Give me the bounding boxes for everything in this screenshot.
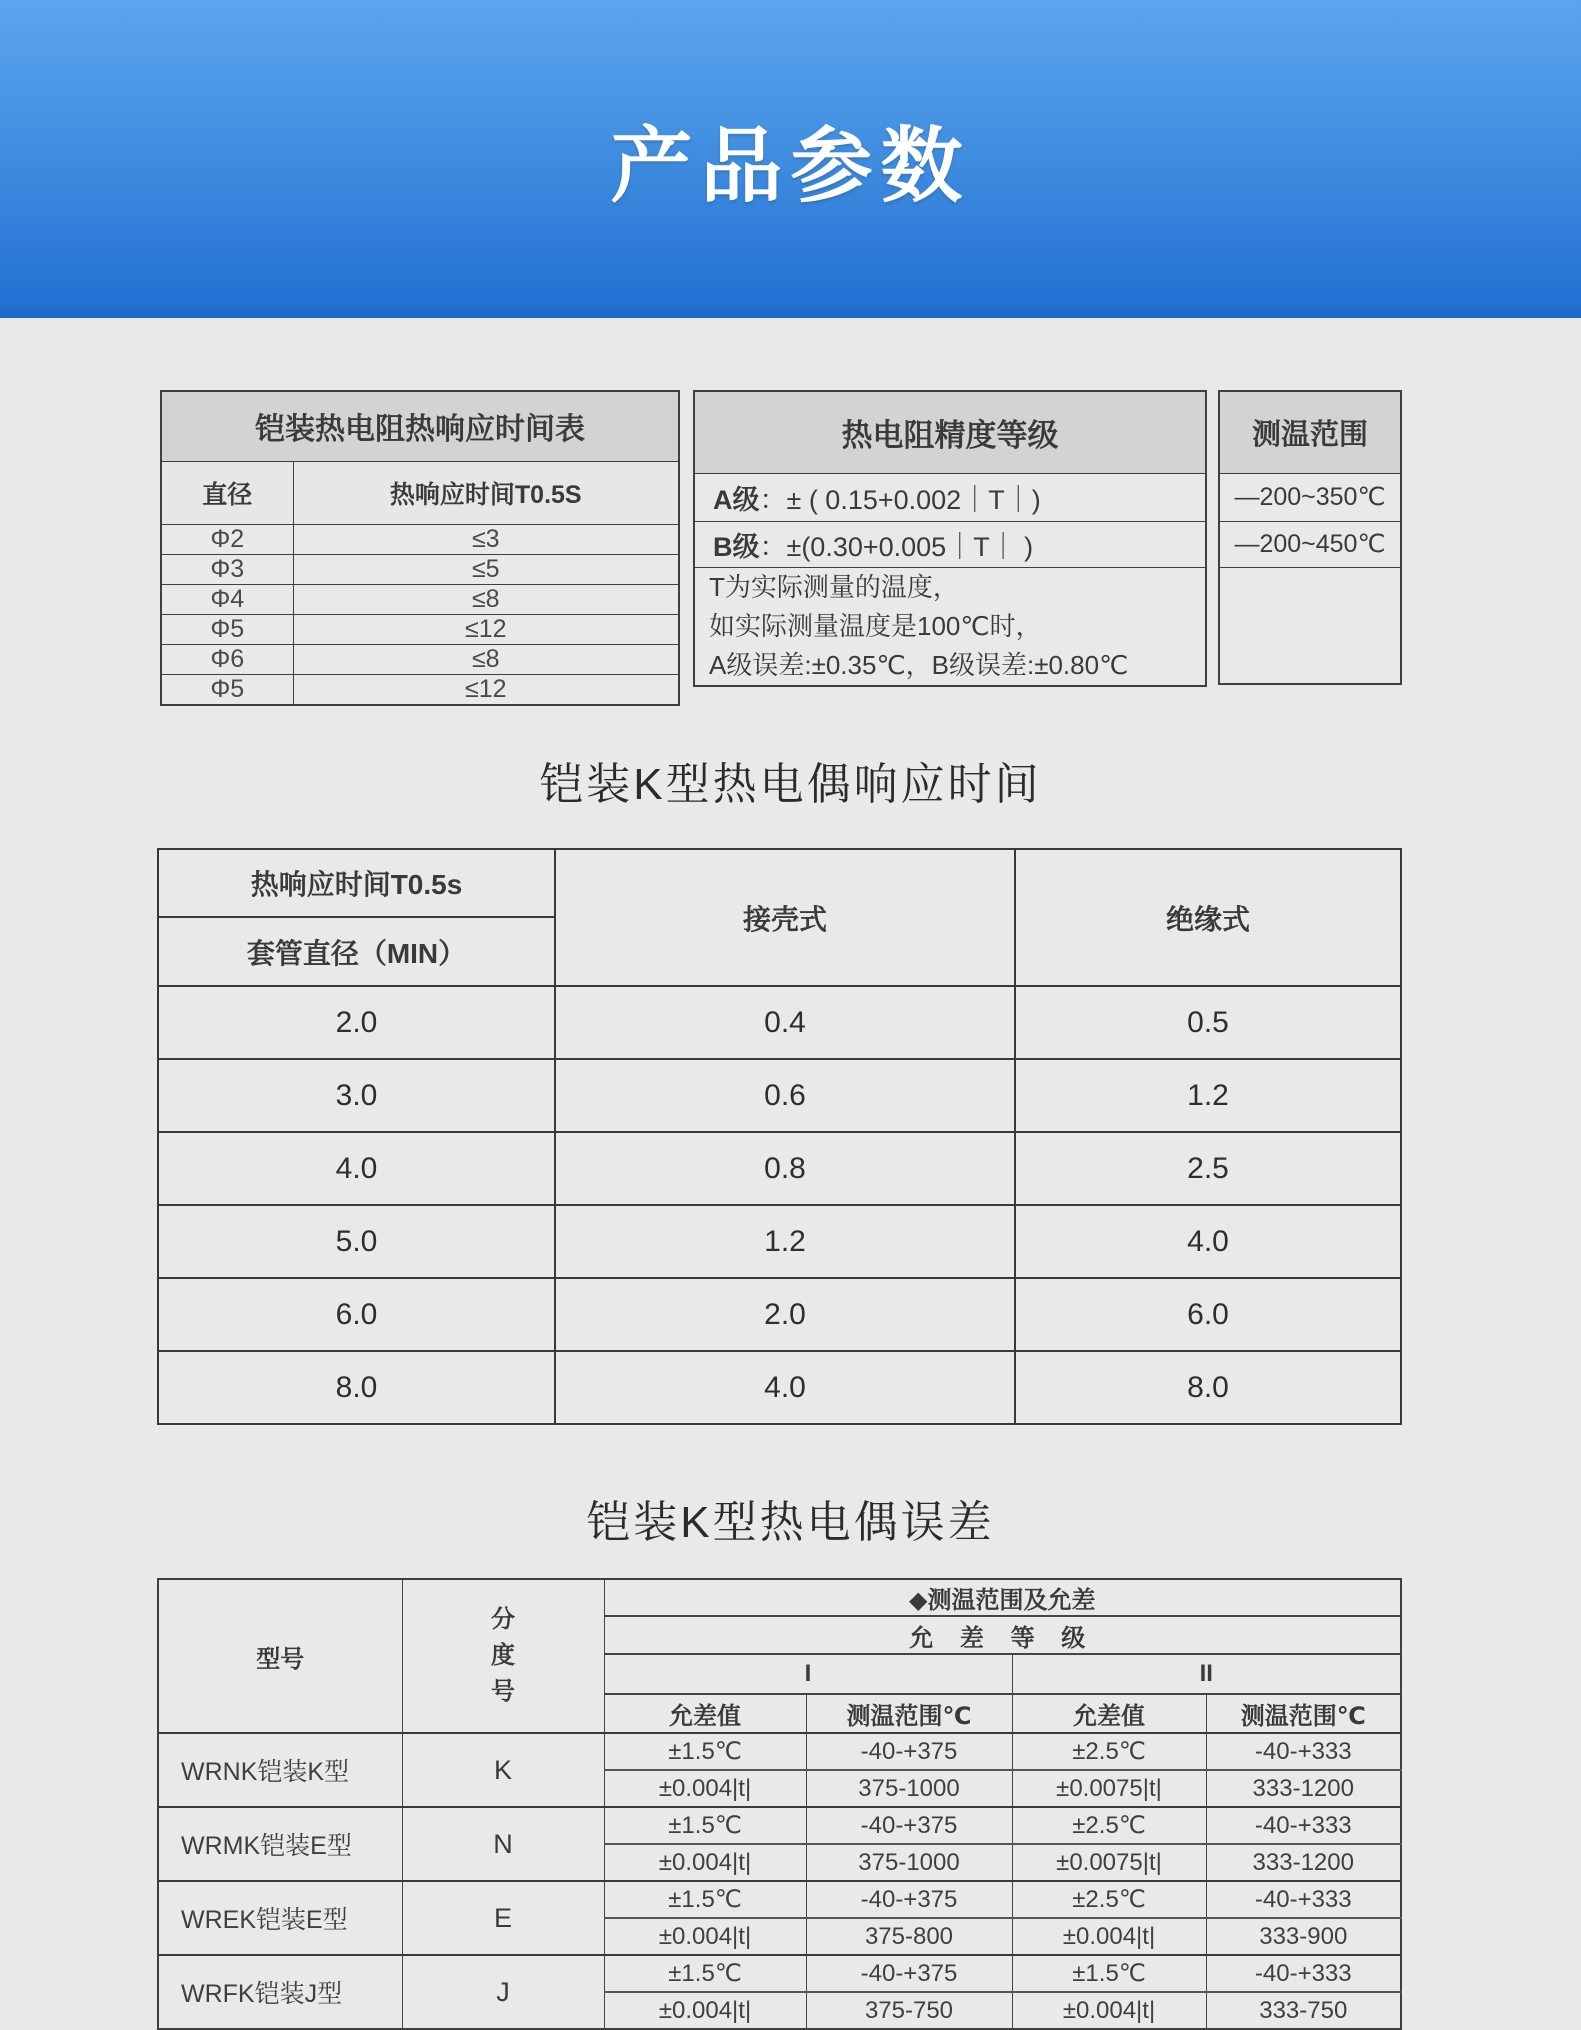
table-row xyxy=(158,1205,1401,1278)
page-banner xyxy=(0,0,1581,318)
cell: -40-+333 xyxy=(1206,1733,1401,1770)
header-graduation xyxy=(402,1579,604,1733)
grade-b-label: B级 xyxy=(713,531,760,562)
cell: 3.0 xyxy=(158,1059,555,1132)
cell: ±2.5℃ xyxy=(1012,1881,1206,1918)
table-row xyxy=(1219,521,1401,567)
note-line: 如实际测量温度是100℃时， xyxy=(709,610,1042,641)
cell: 375-1000 xyxy=(806,1770,1012,1807)
cell: Φ3 xyxy=(161,554,293,584)
table-row xyxy=(161,614,679,644)
rtd-table-title: 铠装热电阻热响应时间表 xyxy=(161,391,679,461)
k-response-table xyxy=(157,848,1402,1425)
range-value: —200~450℃ xyxy=(1219,521,1401,567)
cell: 375-1000 xyxy=(806,1844,1012,1881)
code-cell: E xyxy=(402,1881,604,1955)
cell: ±0.004|t| xyxy=(1012,1992,1206,2029)
header-tolerance-value: 允差值 xyxy=(604,1694,806,1733)
table-row xyxy=(1219,473,1401,521)
cell: ±0.004|t| xyxy=(604,1992,806,2029)
note-line: A级误差:±0.35℃，B级误差:±0.80℃ xyxy=(709,649,1129,680)
cell: 6.0 xyxy=(1015,1278,1401,1351)
code-cell: K xyxy=(402,1733,604,1807)
cell: 8.0 xyxy=(1015,1351,1401,1424)
table-row xyxy=(161,584,679,614)
model-cell: WRFK铠装J型 xyxy=(158,1955,402,2029)
header-range-and-tolerance: ◆测温范围及允差 xyxy=(604,1579,1401,1616)
accuracy-grade-table xyxy=(693,390,1207,687)
header-tolerance-value: 允差值 xyxy=(1012,1694,1206,1733)
table-row xyxy=(161,554,679,584)
cell: ≤5 xyxy=(293,554,679,584)
cell: ±1.5℃ xyxy=(1012,1955,1206,1992)
table-row xyxy=(694,521,1206,567)
temp-range-table xyxy=(1218,390,1402,685)
page-title: 产品参数 xyxy=(610,120,971,212)
cell: 375-750 xyxy=(806,1992,1012,2029)
cell: ±2.5℃ xyxy=(1012,1807,1206,1844)
cell: -40-+375 xyxy=(806,1807,1012,1844)
table-row xyxy=(694,473,1206,521)
model-cell: WRNK铠装K型 xyxy=(158,1733,402,1807)
cell: ≤3 xyxy=(293,524,679,554)
cell: -40-+375 xyxy=(806,1955,1012,1992)
note-line: T为实际测量的温度， xyxy=(709,571,959,602)
cell: ±1.5℃ xyxy=(604,1955,806,1992)
model-cell: WREK铠装E型 xyxy=(158,1881,402,1955)
cell: 2.0 xyxy=(158,986,555,1059)
header-sheath-diameter: 套管直径（MIN） xyxy=(158,917,555,986)
cell: 333-1200 xyxy=(1206,1770,1401,1807)
cell: ≤8 xyxy=(293,644,679,674)
table-row xyxy=(158,1733,1401,1770)
cell: 8.0 xyxy=(158,1351,555,1424)
table-row xyxy=(158,1132,1401,1205)
cell: -40-+375 xyxy=(806,1733,1012,1770)
header-tolerance-grade: 允 差 等 级 xyxy=(604,1616,1401,1654)
section-title-k-error: 铠装K型热电偶误差 xyxy=(586,1498,995,1547)
table-row xyxy=(1219,567,1401,684)
cell: ±1.5℃ xyxy=(604,1881,806,1918)
header-shell-type: 接壳式 xyxy=(555,849,1015,986)
table-row xyxy=(158,1881,1401,1918)
cell: ±0.004|t| xyxy=(1012,1918,1206,1955)
cell: 333-1200 xyxy=(1206,1844,1401,1881)
header-class-1: I xyxy=(604,1654,1012,1694)
cell: 4.0 xyxy=(555,1351,1015,1424)
grade-a-value: ：± ( 0.15+0.002｜T｜) xyxy=(759,484,1041,515)
cell: ≤12 xyxy=(293,674,679,705)
cell: ±0.004|t| xyxy=(604,1844,806,1881)
cell: Φ5 xyxy=(161,614,293,644)
graduation-vertical-label: 分度号 xyxy=(491,1606,515,1705)
table-row xyxy=(158,1351,1401,1424)
k-error-table xyxy=(157,1578,1402,2030)
cell: ±0.004|t| xyxy=(604,1770,806,1807)
table-row xyxy=(161,644,679,674)
cell: 5.0 xyxy=(158,1205,555,1278)
code-cell: J xyxy=(402,1955,604,2029)
cell: ±0.004|t| xyxy=(604,1918,806,1955)
grade-a-formula xyxy=(694,473,1206,521)
cell: 0.6 xyxy=(555,1059,1015,1132)
table-row xyxy=(694,567,1206,686)
header-temp-range: 测温范围℃ xyxy=(1206,1694,1401,1733)
cell: ±0.0075|t| xyxy=(1012,1770,1206,1807)
code-cell: N xyxy=(402,1807,604,1881)
cell: -40-+333 xyxy=(1206,1807,1401,1844)
rtd-response-time-table xyxy=(160,390,680,706)
cell: 6.0 xyxy=(158,1278,555,1351)
cell: 333-750 xyxy=(1206,1992,1401,2029)
table-row xyxy=(158,1059,1401,1132)
cell: 0.8 xyxy=(555,1132,1015,1205)
cell: 375-800 xyxy=(806,1918,1012,1955)
table-row xyxy=(158,986,1401,1059)
table-row xyxy=(161,674,679,705)
cell: Φ4 xyxy=(161,584,293,614)
cell: 0.5 xyxy=(1015,986,1401,1059)
table-row xyxy=(158,1955,1401,1992)
table-row xyxy=(158,1278,1401,1351)
accuracy-note xyxy=(694,567,1206,686)
cell: 0.4 xyxy=(555,986,1015,1059)
grade-a-label: A级 xyxy=(713,484,760,515)
grade-b-formula xyxy=(694,521,1206,567)
cell: ±0.0075|t| xyxy=(1012,1844,1206,1881)
grade-b-value: ：±(0.30+0.005｜T｜ ) xyxy=(759,531,1034,562)
cell: Φ2 xyxy=(161,524,293,554)
table-row xyxy=(161,524,679,554)
cell: -40-+333 xyxy=(1206,1881,1401,1918)
header-class-2: II xyxy=(1012,1654,1401,1694)
cell: 4.0 xyxy=(1015,1205,1401,1278)
cell: 333-900 xyxy=(1206,1918,1401,1955)
cell: 1.2 xyxy=(555,1205,1015,1278)
range-value: —200~350℃ xyxy=(1219,473,1401,521)
cell: -40-+333 xyxy=(1206,1955,1401,1992)
header-temp-range: 测温范围℃ xyxy=(806,1694,1012,1733)
table-row xyxy=(158,1807,1401,1844)
header-model: 型号 xyxy=(158,1579,402,1733)
cell: 2.0 xyxy=(555,1278,1015,1351)
cell: ≤12 xyxy=(293,614,679,644)
cell: ±1.5℃ xyxy=(604,1733,806,1770)
range-table-title: 测温范围 xyxy=(1219,391,1401,473)
section-title-k-response: 铠装K型热电偶响应时间 xyxy=(539,760,1042,809)
empty-cell xyxy=(1219,567,1401,684)
rtd-col-header-diameter: 直径 xyxy=(161,461,293,524)
header-response-time: 热响应时间T0.5s xyxy=(158,849,555,917)
cell: 2.5 xyxy=(1015,1132,1401,1205)
cell: -40-+375 xyxy=(806,1881,1012,1918)
cell: ±2.5℃ xyxy=(1012,1733,1206,1770)
cell: Φ5 xyxy=(161,674,293,705)
cell: 4.0 xyxy=(158,1132,555,1205)
header-insulated-type: 绝缘式 xyxy=(1015,849,1401,986)
cell: 1.2 xyxy=(1015,1059,1401,1132)
rtd-col-header-time: 热响应时间T0.5S xyxy=(293,461,679,524)
accuracy-table-title: 热电阻精度等级 xyxy=(694,391,1206,473)
cell: ≤8 xyxy=(293,584,679,614)
cell: ±1.5℃ xyxy=(604,1807,806,1844)
model-cell: WRMK铠装E型 xyxy=(158,1807,402,1881)
cell: Φ6 xyxy=(161,644,293,674)
